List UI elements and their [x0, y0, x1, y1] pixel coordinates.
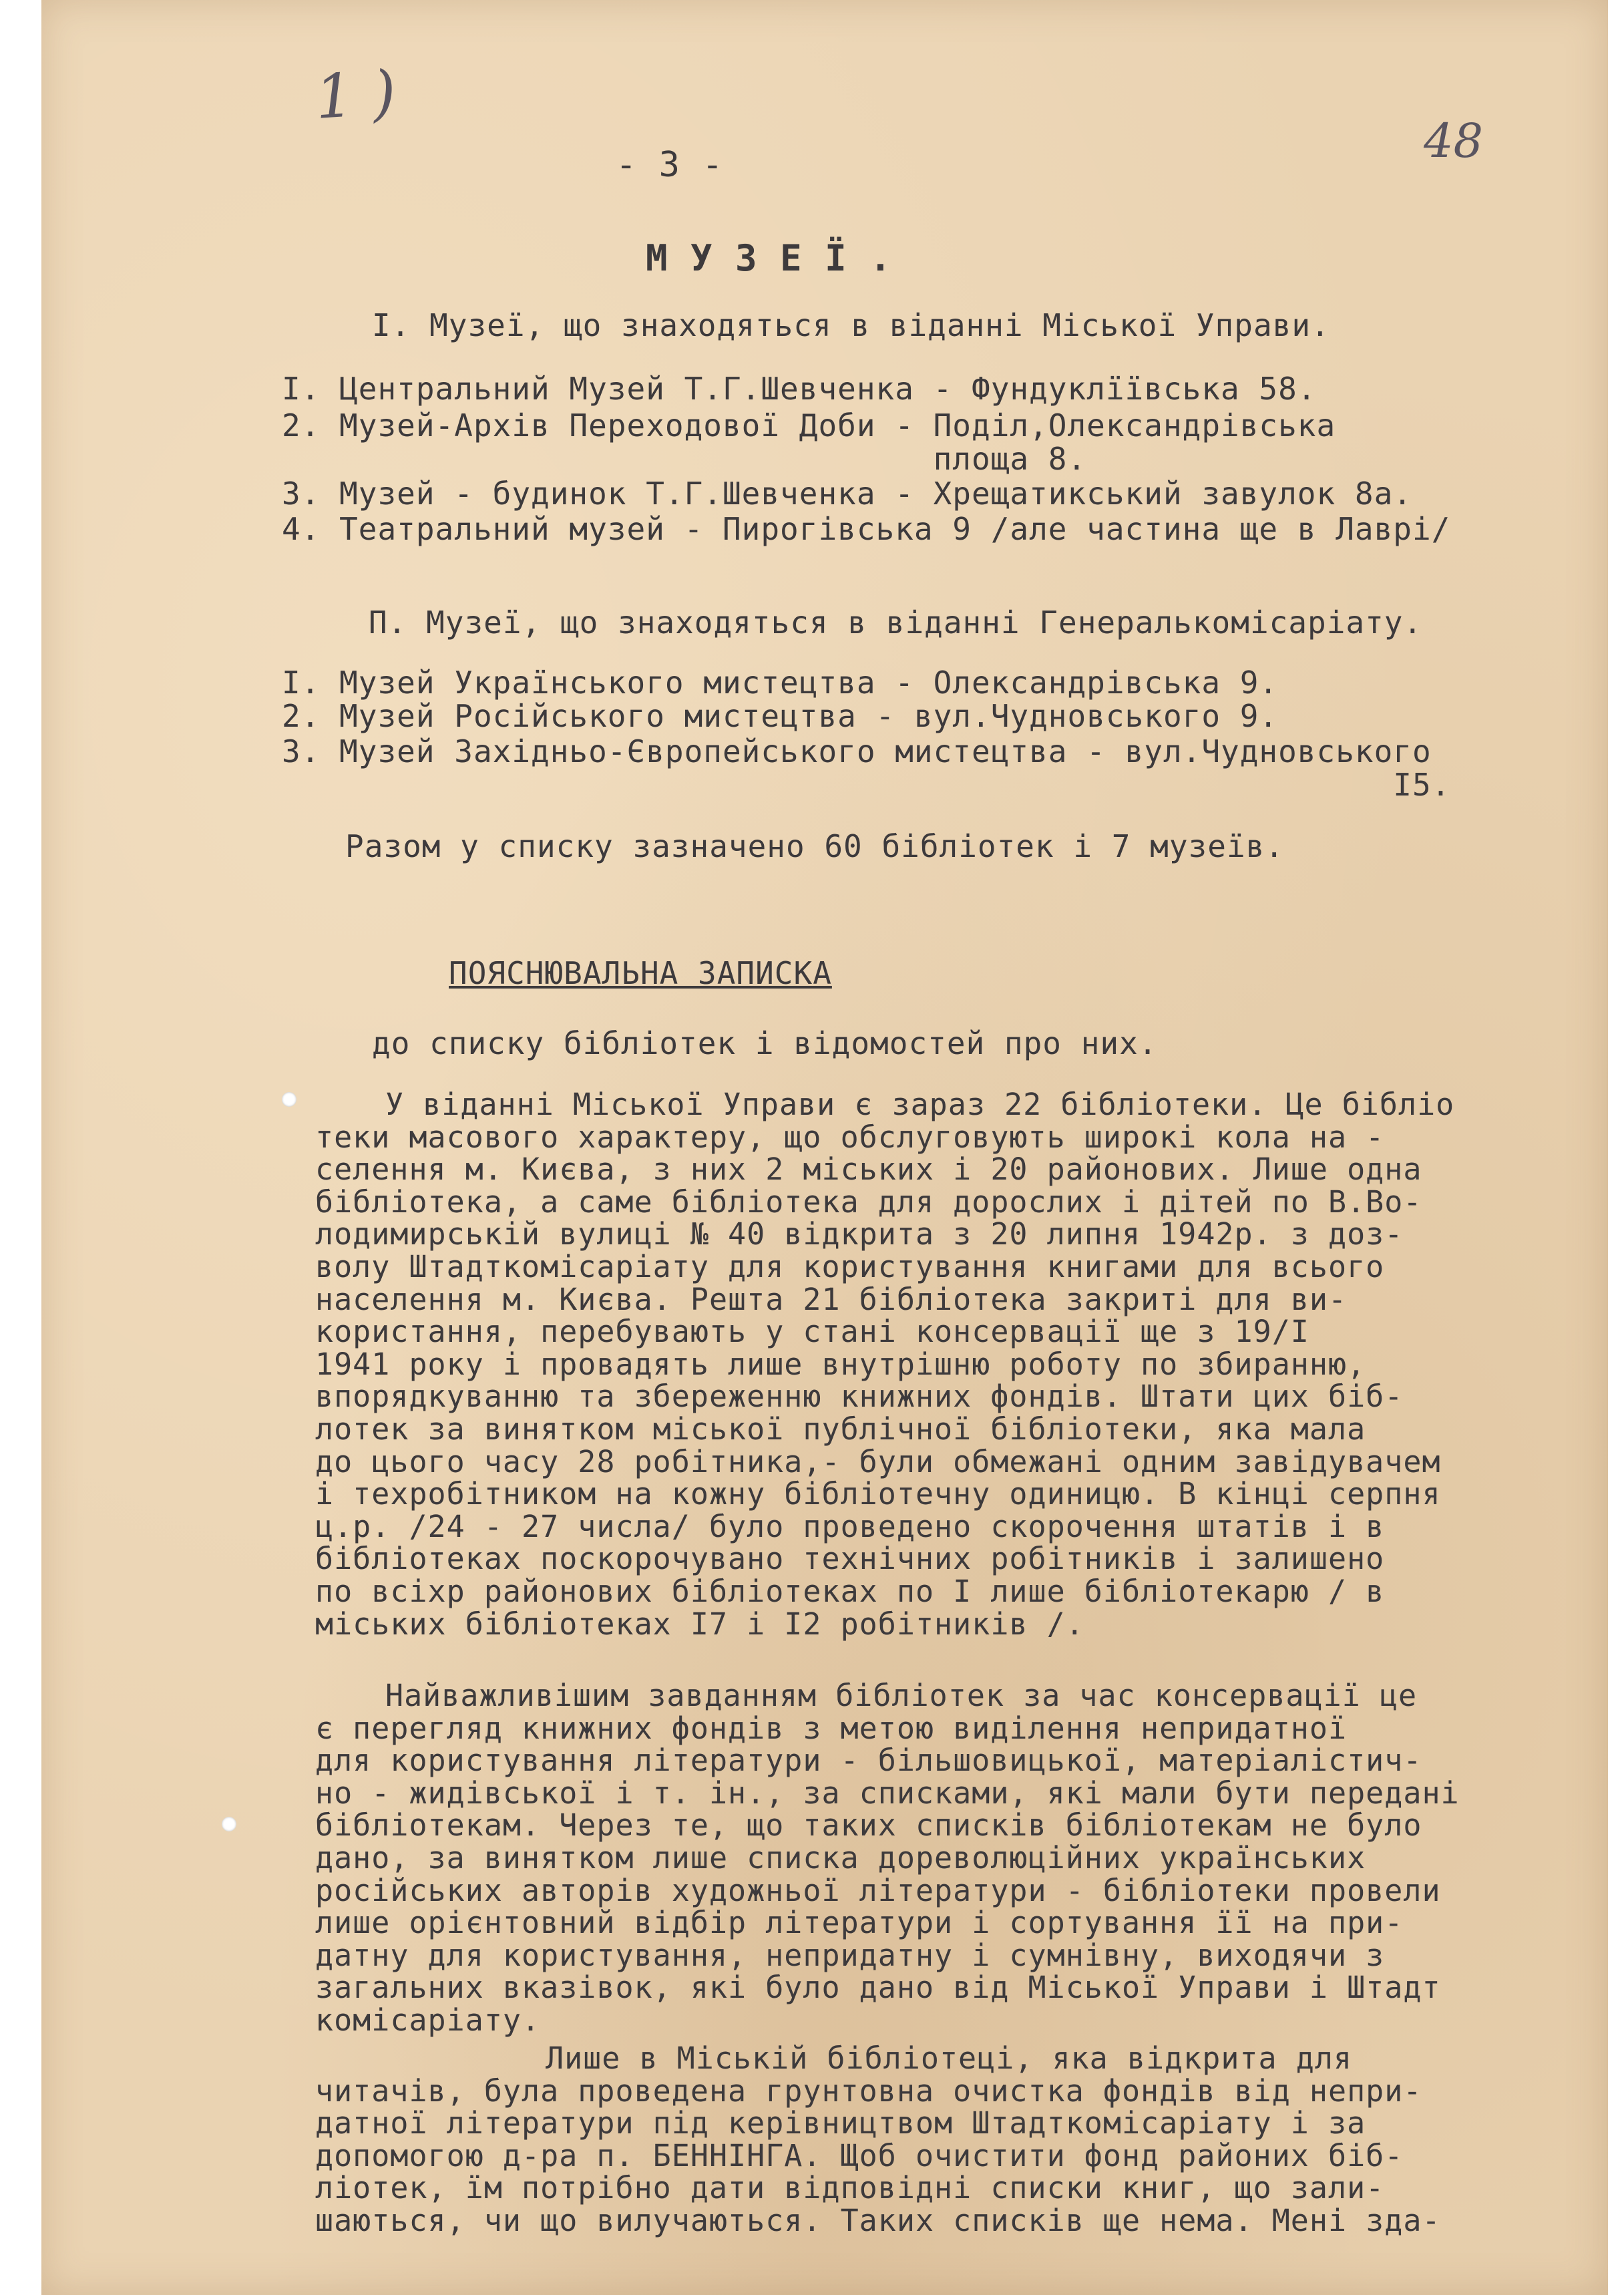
text-line: і техробітником на кожну бібліотечну одиницю. В кінці серпня	[315, 1476, 1441, 1512]
text-line: датної літератури під керівництвом Штадткомісаріату і за	[315, 2105, 1366, 2141]
text-line: бібліотекам. Через те, що таких списків бібліотекам не було	[315, 1807, 1422, 1843]
text-line: но - жидівської і т. ін., за списками, які мали бути передані	[315, 1775, 1460, 1811]
section1-item: 3. Музей - будинок Т.Г.Шевченка - Хрещатикський завулок 8а.	[282, 476, 1412, 512]
text-line: шаються, чи що вилучаються. Таких списків ще нема. Мені зда-	[315, 2202, 1441, 2238]
section1-item: І. Центральний Музей Т.Г.Шевченка - Фундуклїївська 58.	[282, 371, 1317, 407]
text-line: користання, перебувають у стані консервації ще з 19/І	[315, 1314, 1309, 1350]
text-line: теки масового характеру, що обслуговують широкі кола на -	[315, 1119, 1385, 1155]
punch-hole	[222, 1817, 236, 1831]
paragraph-3	[315, 2043, 1617, 2238]
text-line: бібліотека, а саме бібліотека для дорослих і дітей по В.Во-	[315, 1184, 1422, 1220]
text-line: волу Штадткомісаріату для користування книгами для всього	[315, 1248, 1385, 1284]
section2-item: 2. Музей Російського мистецтва - вул.Чудновського 9.	[282, 698, 1279, 734]
total-line: Разом у списку зазначено 60 бібліотек і 7 музеїв.	[345, 828, 1285, 864]
text-line: лише орієнтовний відбір літератури і сортування її на при-	[315, 1905, 1404, 1941]
text-line: ц.р. /24 - 27 числа/ було проведено скорочення штатів і в	[315, 1508, 1385, 1544]
paragraph-1	[315, 1089, 1617, 1640]
text-line: для користування літератури - більшовицької, матеріалістич-	[315, 1743, 1422, 1779]
section2-item: І. Музей Українського мистецтва - Олександрівська 9.	[282, 665, 1279, 701]
text-line: до цього часу 28 робітника,- були обмежані одним завідувачем	[315, 1443, 1441, 1479]
text-line: є перегляд книжних фондів з метою виділення непридатної	[315, 1710, 1348, 1746]
text-line: датну для користування, непридатну і сумнівну, виходячи з	[315, 1937, 1385, 1973]
text-line: читачів, була проведена грунтовна очистка фондів від непри-	[315, 2073, 1422, 2109]
text-line: бібліотеках поскорочувано технічних робітників і залишено	[315, 1541, 1385, 1577]
handwritten-mark: 1 )	[313, 57, 399, 134]
section2-title: П. Музеї, що знаходяться в віданні Генералькомісаріату.	[369, 604, 1423, 641]
text-line: ліотек, їм потрібно дати відповідні списки книг, що зали-	[315, 2170, 1385, 2206]
text-line: міських бібліотеках І7 і І2 робітників /.	[315, 1606, 1084, 1642]
text-line: Найважливішим завданням бібліотек за час консервації це	[385, 1678, 1418, 1713]
text-line: лотек за винятком міської публічної бібліотеки, яка мала	[315, 1411, 1366, 1447]
section1-title: І. Музеї, що знаходяться в віданні Міської Управи.	[372, 307, 1330, 343]
section2-item: І5.	[282, 767, 1451, 803]
punch-hole	[282, 1092, 296, 1107]
museums-heading: М У З Е Ї .	[646, 237, 892, 279]
text-line: населення м. Києва. Решта 21 бібліотека закриті для ви-	[315, 1281, 1348, 1317]
section1-item: 4. Театральний музей - Пирогівська 9 /але частина ще в Лаврі/	[282, 511, 1451, 547]
text-line: лодимирській вулиці № 40 відкрита з 20 липня 1942р. з доз-	[315, 1216, 1404, 1252]
text-line: селення м. Києва, з них 2 міських і 20 районових. Лише одна	[315, 1152, 1422, 1188]
section2-item: 3. Музей Західньо-Європейського мистецтва - вул.Чудновського	[282, 733, 1432, 769]
text-line: загальних вказівок, які було дано від Міської Управи і Штадт	[315, 1970, 1441, 2006]
text-line: російських авторів художньої літератури - бібліотеки провели	[315, 1872, 1441, 1908]
page-number: - 3 -	[616, 145, 724, 185]
text-line: впорядкуванню та збереженню книжних фондів. Штати цих біб-	[315, 1379, 1404, 1415]
handwritten-page-number: 48	[1424, 114, 1484, 168]
text-line: комісаріату.	[315, 2002, 541, 2038]
text-line: допомогою д-ра п. БЕННІНГА. Щоб очистити фонд районих біб-	[315, 2137, 1404, 2173]
note-title: ПОЯСНЮВАЛЬНА ЗАПИСКА	[449, 955, 832, 991]
text-line: дано, за винятком лише списка дореволюційних українських	[315, 1839, 1366, 1876]
text-line: У віданні Міської Управи є зараз 22 бібліотеки. Це бібліо	[385, 1087, 1455, 1122]
note-subtitle: до списку бібліотек і відомостей про них.	[372, 1025, 1158, 1061]
text-line: 1941 року і провадять лише внутрішню роботу по збиранню,	[315, 1346, 1366, 1382]
text-line: Лише в Міській бібліотеці, яка відкрита для	[546, 2041, 1352, 2076]
paragraph-2	[315, 1680, 1617, 2037]
section1-item: 2. Музей-Архів Переходової Доби - Поділ,Олександрівська	[282, 407, 1336, 444]
paper-sheet	[41, 0, 1608, 2295]
section1-item: площа 8.	[282, 441, 1087, 477]
text-line: по всіхр районових бібліотеках по І лише бібліотекарю / в	[315, 1573, 1385, 1609]
